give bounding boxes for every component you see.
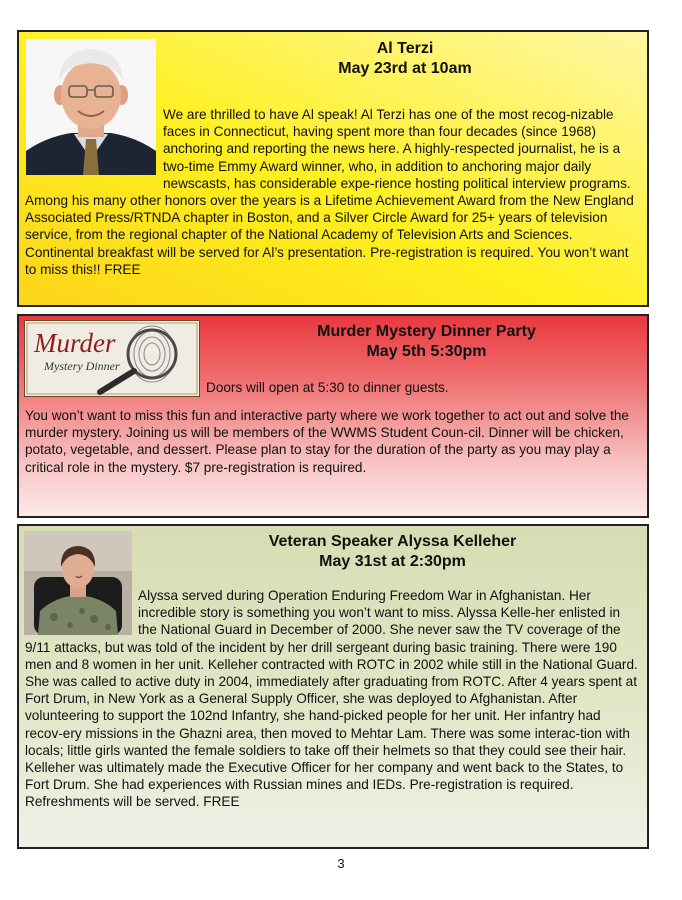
- murder-mystery-logo: [24, 320, 200, 397]
- event-1-date: May 23rd at 10am: [338, 60, 472, 77]
- event-3-name: Veteran Speaker Alyssa Kelleher: [268, 533, 517, 550]
- event-3-description: Alyssa served during Operation Enduring Freedom War in Afghanistan. Her incredible story is something you won’t want to miss. Alyssa Kelle-her enlisted in the National Guard in December of 2000. She never saw the TV coverage of the 9/11 attacks, but was told of the incident by her drill sergeant during basic training. There were 190 men and 8 women in her unit. Kelleher contracted with ROTC in 2002 while still in the National Guard. She was called to active duty in 2004, immediately after graduating from ROTC. After 4 years spent at Fort Drum, in New York as a General Supply Officer, she was deployed to Afghanistan. After volunteering to support the 102nd Infantry, she hand-picked people for her unit. Her infantry had recov-ery missions in the Ghazni area, then moved to Mehtar Lam. There was some interac-tion with locals; little girls wanted the female soldiers to take off their helmets so that they could see their hair. Kelleher was ultimately made the Executive Officer for her company and went back to the States, to Fort Drum. She had experiences with Russian mines and IEDs. Pre-registration is required. Refreshments will be served. FREE: [25, 588, 638, 810]
- event-2-name: Murder Mystery Dinner Party: [317, 323, 536, 340]
- event-murder-mystery: [17, 314, 649, 518]
- event-2-doors: Doors will open at 5:30 to dinner guests.: [206, 380, 449, 395]
- event-3-date: May 31st at 2:30pm: [319, 553, 466, 570]
- event-2-date: May 5th 5:30pm: [366, 343, 487, 360]
- logo-subtitle: Mystery Dinner: [44, 359, 120, 373]
- logo-title: Murder: [34, 328, 116, 358]
- event-1-description: We are thrilled to have Al speak! Al Terzi has one of the most recog-nizable faces in Connecticut, having spent more than four decades (since 1968) anchoring and reporting the news here. A highly-respected journalist, he is a two-time Emmy Award winner, who, in addition to anchoring major daily newscasts, has considerable expe-rience hosting political interview programs. Among his many other honors over the years is a Lifetime Achievement Award from the New England Associated Press/RTNDA chapter in Boston, and a Silver Circle Award for 25+ years of television service, from the regional chapter of the National Academy of Television Arts and Sciences. Continental breakfast will be served for Al’s presentation. Pre-registration is required. You won’t want to miss this!! FREE: [25, 107, 634, 277]
- page-number: 3: [337, 856, 345, 871]
- event-veteran-speaker: [17, 524, 649, 849]
- event-1-name: Al Terzi: [376, 40, 434, 57]
- alyssa-kelleher-photo: [24, 531, 132, 635]
- al-terzi-photo: [26, 39, 156, 175]
- event-2-description: You won’t want to miss this fun and interactive party where we work together to act out and solve the murder mystery. Joining us will be members of the WWMS Student Coun-cil. Dinner will be chicken, potato, vegetable, and dessert. Please plan to stay for the duration of the party as you may play a critical role in the mystery. $7 pre-registration is required.: [25, 408, 629, 475]
- event-al-terzi: [17, 30, 649, 307]
